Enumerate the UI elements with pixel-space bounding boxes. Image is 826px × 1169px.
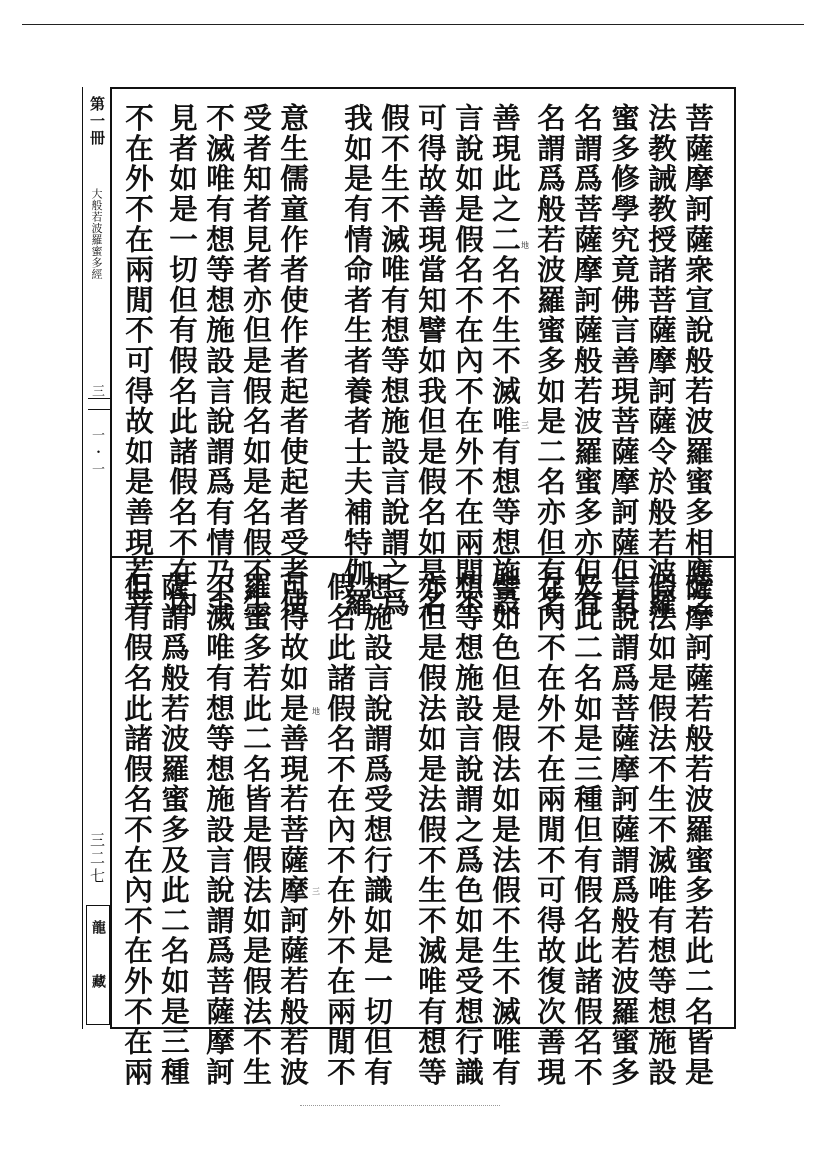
upper-column: 我如是有情命者生者養者士夫補特伽羅: [340, 103, 374, 619]
lower-column: 薩摩訶薩若般若波羅蜜多若此二名皆是: [681, 572, 715, 1088]
page-number: 三二七: [88, 832, 106, 886]
upper-column: 蜜多修學究竟佛言善現菩薩摩訶薩但有: [607, 103, 641, 619]
upper-column: 假不生不滅唯有想等想施設言說謂之爲: [377, 103, 411, 619]
upper-column: 意生儒童作者使作者起者使起者受者使: [276, 103, 310, 619]
leaf-mark: 一・一: [89, 428, 104, 479]
lower-column: 不滅唯有想等想施設言說謂爲菩薩摩訶: [202, 572, 236, 1088]
collection-name: 龍藏: [90, 920, 106, 1028]
lower-column: 假法如是假法不生不滅唯有想等想施設: [644, 572, 678, 1088]
lower-column: 想等想施設言說謂之爲色如是受想行識: [451, 572, 485, 1088]
upper-column: 名謂爲菩薩摩訶薩般若波羅蜜多亦但有: [570, 103, 604, 619]
sutra-title: 大般若波羅蜜多經: [90, 188, 103, 280]
lower-column: 可得故如是善現若菩薩摩訶薩若般若波: [276, 572, 310, 1088]
upper-column: 法教誡教授諸菩薩摩訶薩令於般若波羅: [644, 103, 678, 619]
lower-column: 但有假名此諸假名不在內不在外不在兩: [120, 572, 154, 1088]
upper-column: 菩薩摩訶薩衆宣說般若波羅蜜多相應之: [681, 103, 715, 619]
upper-column: 可得故善現當知譬如我但是假名如是名: [414, 103, 448, 619]
upper-column: 不在外不在兩閒不可得故如是善現若菩: [121, 103, 155, 619]
lower-column: 譬如色但是假法如是法假不生不滅唯有: [488, 572, 522, 1088]
upper-column: 見者如是一切但有假名此諸假名不在內: [165, 103, 199, 619]
scan-noise: [300, 1105, 500, 1109]
lower-column: 言說謂爲菩薩摩訶薩謂爲般若波羅蜜多: [607, 572, 641, 1088]
lower-column: 薩謂爲般若波羅蜜多及此二名如是三種: [157, 572, 191, 1088]
lower-column: 及此二名如是三種但有假名此諸假名不: [570, 572, 604, 1088]
lower-column: 想施設言說謂爲受想行識如是一切但有: [360, 572, 394, 1088]
lower-column: 亦但是假法如是法假不生不滅唯有想等: [414, 572, 448, 1088]
lower-column: 假名此諸假名不在內不在外不在兩閒不: [323, 572, 357, 1088]
interlinear-gloss: 地: [521, 241, 529, 250]
upper-column: 受者知者見者亦但是假名如是名假不生: [239, 103, 273, 619]
interlinear-gloss: 三: [521, 421, 529, 430]
lower-column: 羅蜜多若此二名皆是假法如是假法不生: [239, 572, 273, 1088]
lower-column: 在內不在外不在兩閒不可得故復次善現: [533, 572, 567, 1088]
volume-label: 第一冊: [88, 96, 106, 147]
section-mark: 三: [89, 384, 104, 397]
upper-column: 不滅唯有想等想施設言說謂爲有情乃至: [202, 103, 236, 619]
interlinear-gloss: 地: [312, 707, 320, 716]
top-rule: [22, 24, 804, 25]
upper-column: 善現此之二名不生不滅唯有想等想施設: [488, 103, 522, 619]
interlinear-gloss: 三: [312, 887, 320, 896]
section-bracket: [88, 398, 110, 410]
upper-column: 名謂爲般若波羅蜜多如是二名亦但有名: [533, 103, 567, 619]
gutter-rule: [82, 87, 83, 1029]
upper-column: 言說如是假名不在內不在外不在兩閒不: [451, 103, 485, 619]
